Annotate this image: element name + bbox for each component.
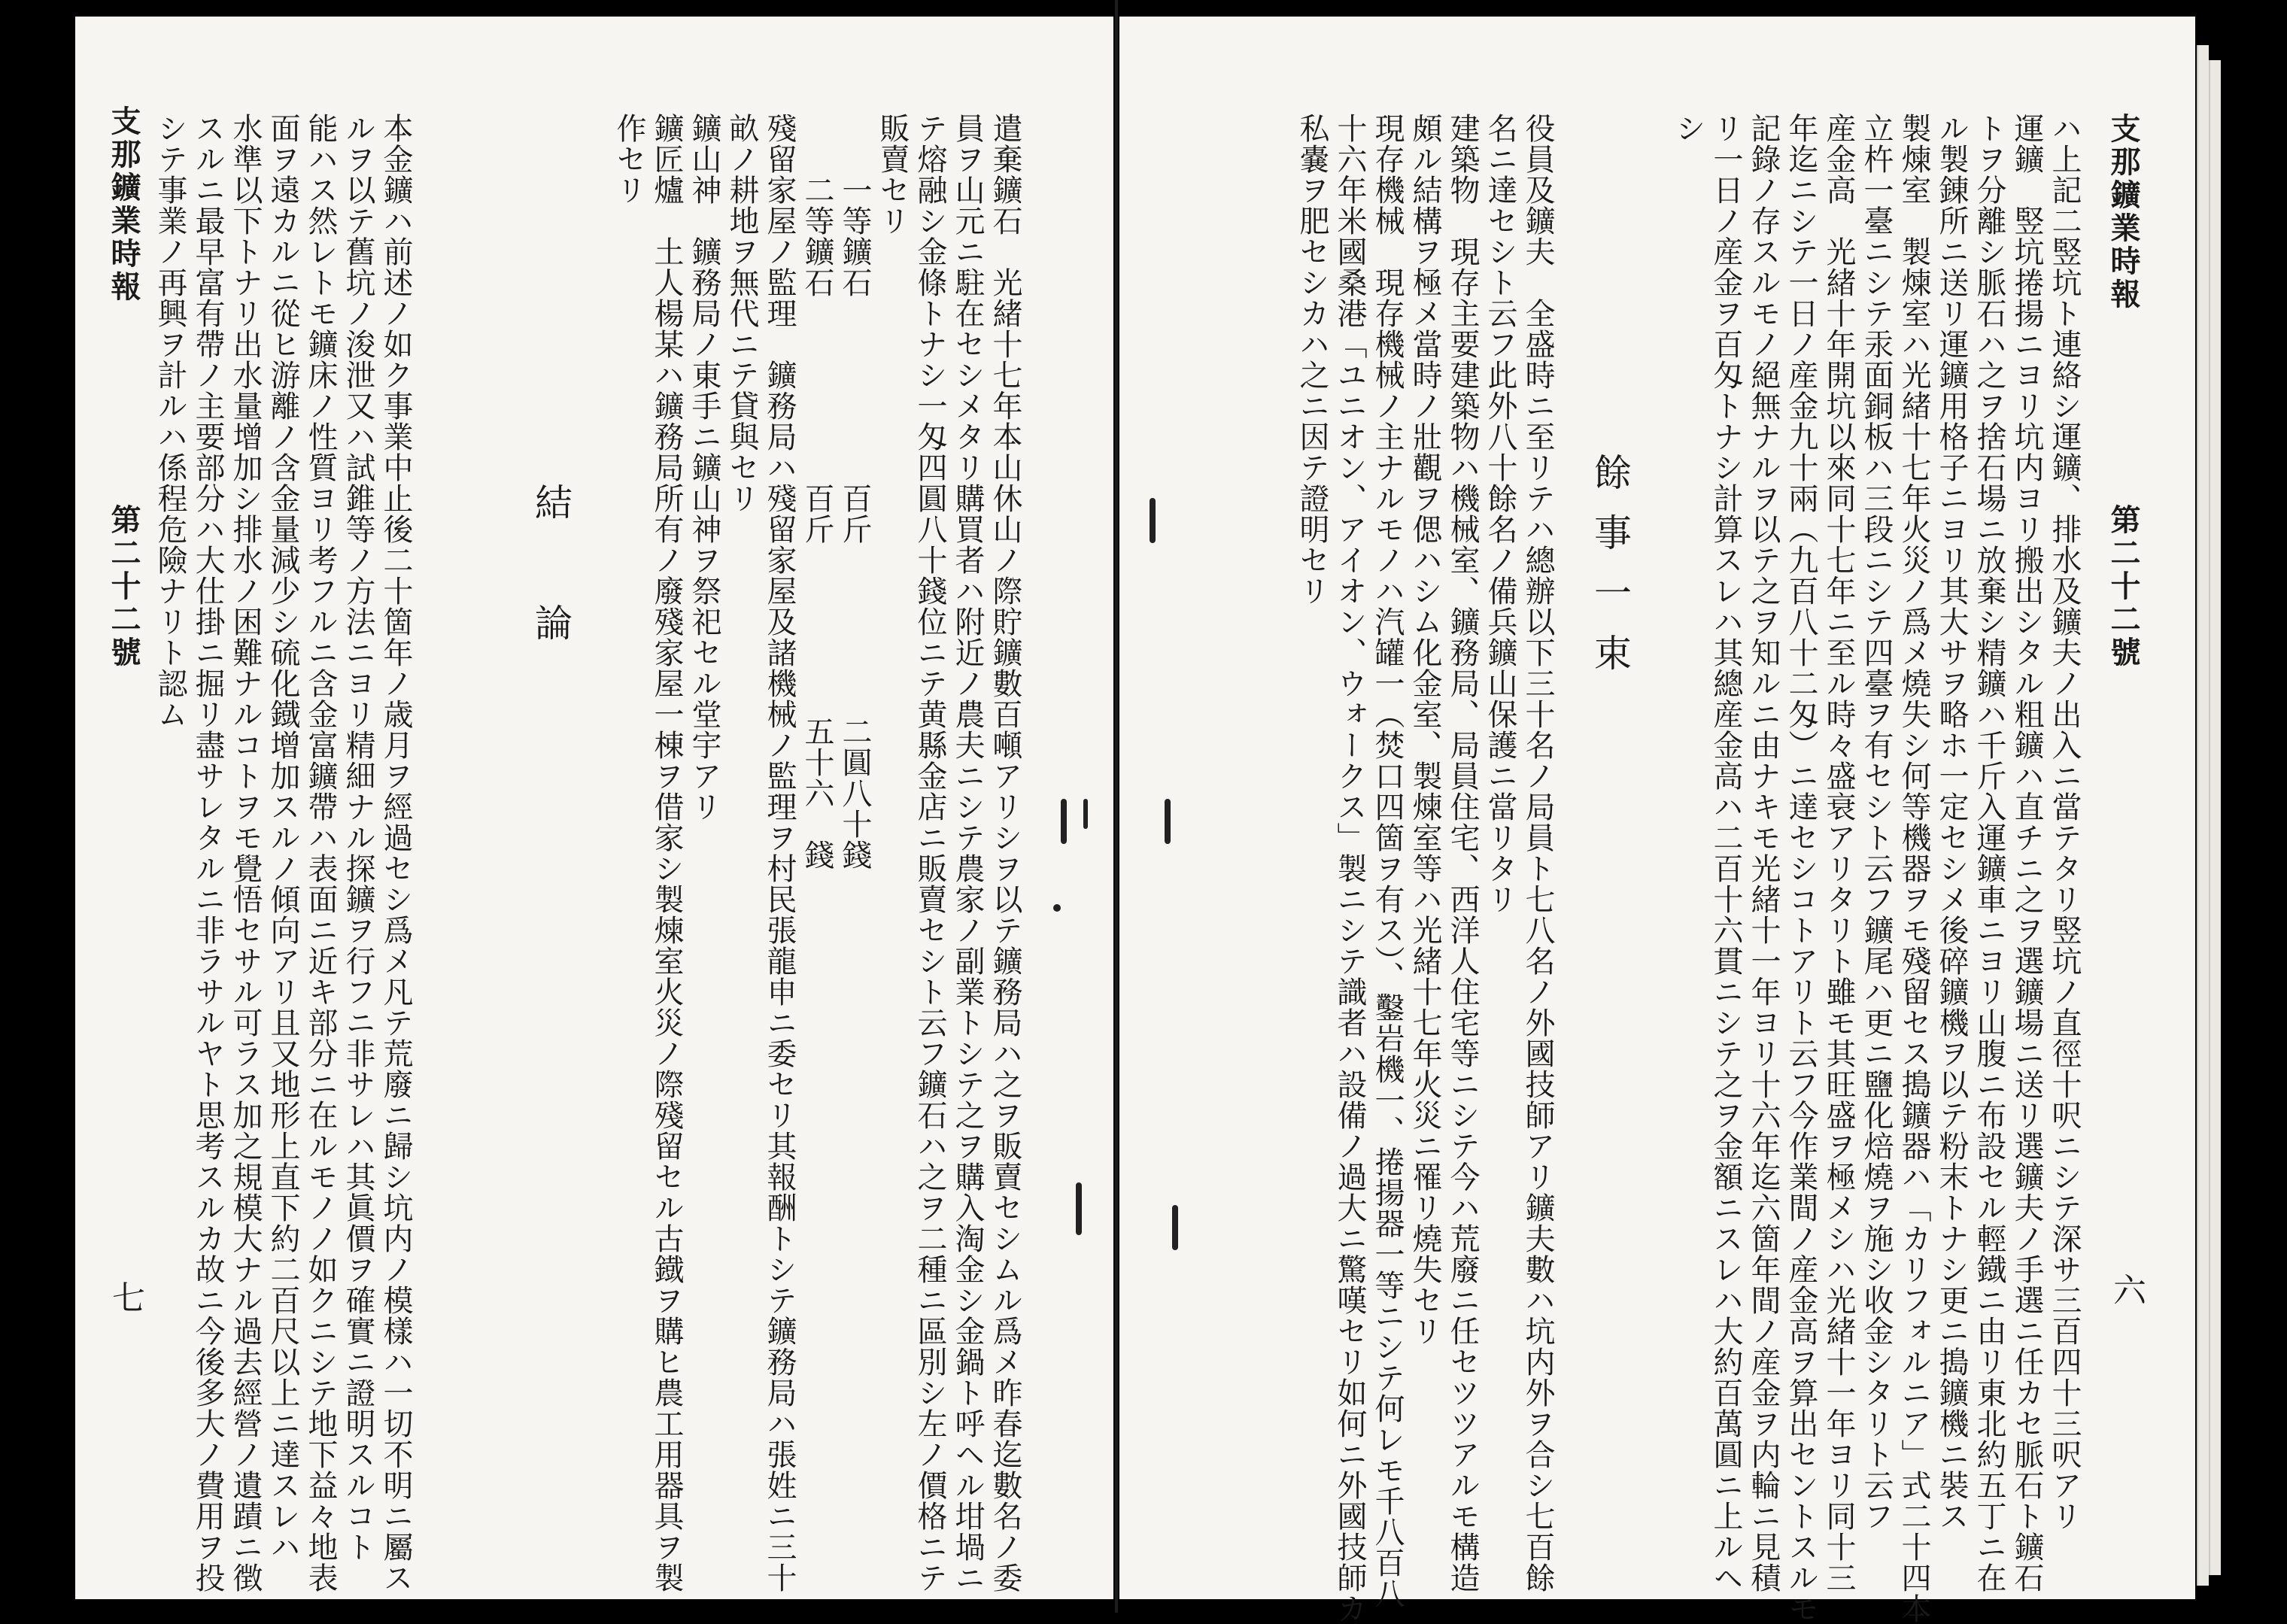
right-col-15: 頗ル結構ヲ極メ當時ノ壯觀ヲ偲ハシム化金室、製煉室等ハ光緒十七年火災ニ罹リ燒失セリ xyxy=(1408,113,1442,1346)
page-edge xyxy=(2209,60,2221,1575)
left-col-17: スルニ最早富有帶ノ主要部分ハ大仕掛ニ掘リ盡サレタルニ非ラサルヤト思考スルカ故ニ今後多大ノ費用ヲ投 xyxy=(190,113,225,1593)
price-unit-1: 百斤 xyxy=(837,483,872,545)
price-unit-2: 百斤 xyxy=(800,483,834,545)
right-col-17: 十六年米國桑港「ユニオン、アイオン、ウォークス」製ニシテ識者ハ設備ノ過大ニ驚嘆セリ如何ニ外國技師カ xyxy=(1332,113,1367,1624)
left-col-15: 面ヲ遠カルニ從ヒ游離ノ含金量減少シ硫化鐡增加スルノ傾向アリ且又地形上直下約二百尺以上ニ達スレハ xyxy=(266,113,300,1562)
right-col-2: 運鑛 竪坑捲揚ニヨリ坑内ヨリ搬出シタル粗鑛ハ直チニ之ヲ選鑛場ニ送リ選鑛夫ノ手選ニ任カセ脈石ト鑛石 xyxy=(2009,113,2044,1593)
right-col-1: ハ上記二竪坑ト連絡シ運鑛、排水及鑛夫ノ出入ニ當テタリ竪坑ノ直徑十呎ニシテ深サ三百四十三呎アリ xyxy=(2047,113,2082,1531)
left-col-1: 遣棄鑛石 光緒十七年本山休山ノ際貯鑛數百噸アリシヲ以テ鑛務局ハ之ヲ販賣セシムル爲メ昨春迄數名ノ委 xyxy=(988,113,1022,1593)
page-edge xyxy=(2197,45,2209,1586)
right-header-title: 支那鑛業時報 xyxy=(2106,113,2141,311)
left-col-4: 販賣セリ xyxy=(875,113,910,236)
left-col-16: 水準以下トナリ出水量增加シ排水ノ困難ナルコトヲモ覺悟セサル可ラス加之規模大ナル過去經營ノ遺蹟ニ徴 xyxy=(228,113,263,1593)
book-gutter xyxy=(1115,0,1118,1613)
left-header-issue: 第二十二號 xyxy=(106,504,141,669)
right-col-4: ル製錬所ニ送リ運鑛用格子ニヨリ其大サヲ略ホ一定セシメ後碎鑛機ヲ以テ粉末トナシ更ニ搗鑛機ニ裝ス xyxy=(1934,113,1969,1531)
right-col-14: 建築物 現存主要建築物ハ機械室、鑛務局、局員住宅、西洋人住宅等ニシテ今ハ荒廢ニ任セツツアルモ構造 xyxy=(1445,113,1480,1593)
right-col-12: 役員及鑛夫 全盛時ニ至リテハ總辦以下三十名ノ局員ト七八名ノ外國技師アリ鑛夫數ハ坑内外ヲ合シ七百餘 xyxy=(1520,113,1555,1593)
right-col-5: 製煉室 製煉室ハ光緒十七年火災ノ爲メ燒失シ何等機器ヲモ殘留セス搗鑛器ハ「カリフォルニア」式二十四本 xyxy=(1897,113,1931,1624)
left-header-title: 支那鑛業時報 xyxy=(106,105,141,304)
print-speck xyxy=(1053,904,1061,912)
right-page xyxy=(1119,17,2195,1624)
left-col-12: 本金鑛ハ前述ノ如ク事業中止後二十箇年ノ歳月ヲ經過セシ爲メ凡テ荒廢ニ歸シ坑内ノ模樣ハ一切不明ニ屬ス xyxy=(378,113,413,1593)
right-header-issue: 第二十二號 xyxy=(2106,504,2141,669)
left-col-11: 作セリ xyxy=(612,113,646,205)
right-col-9: 記錄ノ存スルモノ絕無ナルヲ以テ之ヲ知ルニ由ナキモ光緒十一年ヨリ十六年迄六箇年間ノ産金ヲ内輪ニ見積 xyxy=(1746,113,1781,1593)
left-col-2: 員ヲ山元ニ駐在セシメタリ購買者ハ附近ノ農夫ニシテ農家ノ副業トシテ之ヲ購入淘金シ金鍋ト呼ヘル坩堝ニ xyxy=(950,113,985,1593)
print-speck xyxy=(1061,799,1067,844)
print-speck xyxy=(1083,799,1088,829)
right-col-11: シ xyxy=(1671,113,1705,144)
left-col-14: 能ハス然レトモ鑛床ノ性質ヨリ考フルニ含金富鑛帶ハ表面ニ近キ部分ニ在ルモノノ如クニシテ地下益々地表 xyxy=(303,113,338,1593)
left-page-number: 七 xyxy=(106,1280,144,1313)
right-col-18: 私嚢ヲ肥セシカハ之ニ因テ證明セリ xyxy=(1295,113,1329,606)
price-grade-1: 一等鑛石 xyxy=(837,175,872,298)
print-speck xyxy=(1165,799,1171,844)
left-col-9: 鑛山神 鑛務局ノ東手ニ鑛山神ヲ祭祀セル堂宇アリ xyxy=(687,113,721,822)
left-col-10: 鑛匠爐 土人楊某ハ鑛務局所有ノ廢殘家屋一棟ヲ借家シ製煉室火災ノ際殘留セル古鐡ヲ購ヒ農工用器具ヲ製 xyxy=(649,113,684,1593)
left-col-8: 畝ノ耕地ヲ無代ニテ貸與セリ xyxy=(724,113,759,514)
left-col-3: テ熔融シ金條トナシ一匁四圓八十錢位ニテ黄縣金店ニ販賣セシト云フ鑛石ハ之ヲ二種ニ區別シ左ノ價格ニテ xyxy=(913,113,947,1593)
right-col-13: 名ニ達セシト云フ此外八十餘名ノ備兵鑛山保護ニ當リタリ xyxy=(1483,113,1517,915)
price-value-1: 二圓八十錢 xyxy=(837,716,872,870)
left-col-13: ルヲ以テ舊坑ノ浚泄又ハ試錐等ノ方法ニヨリ精細ナル探鑛ヲ行フニ非サレハ其眞價ヲ確實ニ證明スルコト xyxy=(341,113,375,1562)
right-col-3: トヲ分離シ脈石ハ之ヲ捨石場ニ放棄シ精鑛ハ千斤入運鑛車ニヨリ山腹ニ布設セル輕鐡ニ由リ東北約五丁ニ在 xyxy=(1972,113,2006,1593)
right-col-16: 現存機械 現存機械ノ主ナルモノハ汽罐一（焚口四箇ヲ有ス）、鑿岩機一、捲揚器一等ニシテ何レモ千八百八 xyxy=(1370,113,1405,1609)
right-page-number: 六 xyxy=(2107,1273,2146,1306)
left-col-18: シテ事業ノ再興ヲ計ルハ係程危險ナリト認ム xyxy=(153,113,187,730)
right-col-7: 産金高 光緒十年開坑以來同十七年ニ至ル時々盛衰アリタリト雖モ其旺盛ヲ極メシハ光緒十一年ヨリ同十三 xyxy=(1821,113,1856,1593)
print-speck xyxy=(1076,1182,1082,1235)
section-title-miscellany: 餘事一束 xyxy=(1588,453,1632,694)
right-col-6: 立杵一臺ニシテ汞面銅板ハ三段ニシテ四臺ヲ有セシト云フ鑛尾ハ更ニ鹽化焙燒ヲ施シ收金シタリト云フ xyxy=(1859,113,1894,1531)
print-speck xyxy=(1150,498,1156,543)
print-speck xyxy=(1172,1205,1178,1250)
left-col-7: 殘留家屋ノ監理 鑛務局ハ殘留家屋及諸機械ノ監理ヲ村民張龍申ニ委セリ其報酬トシテ鑛務局ハ張姓ニ三十 xyxy=(762,113,797,1593)
price-grade-2: 二等鑛石 xyxy=(800,175,834,298)
right-col-10: リ一日ノ産金ヲ百匁トナシ計算スレハ其總産金高ハ二百十六貫ニシテ之ヲ金額ニスレハ大約百萬圓ニ上ルヘ xyxy=(1708,113,1743,1593)
section-title-conclusion: 結 論 xyxy=(529,483,573,663)
price-value-2: 五十六 錢 xyxy=(800,716,834,870)
left-page xyxy=(75,17,1113,1599)
right-col-8: 年迄ニシテ一日ノ産金九十兩（九百八十二匁）ニ達セシコトアリト云フ今作業間ノ産金高ヲ算出セントスルモ xyxy=(1784,113,1818,1624)
